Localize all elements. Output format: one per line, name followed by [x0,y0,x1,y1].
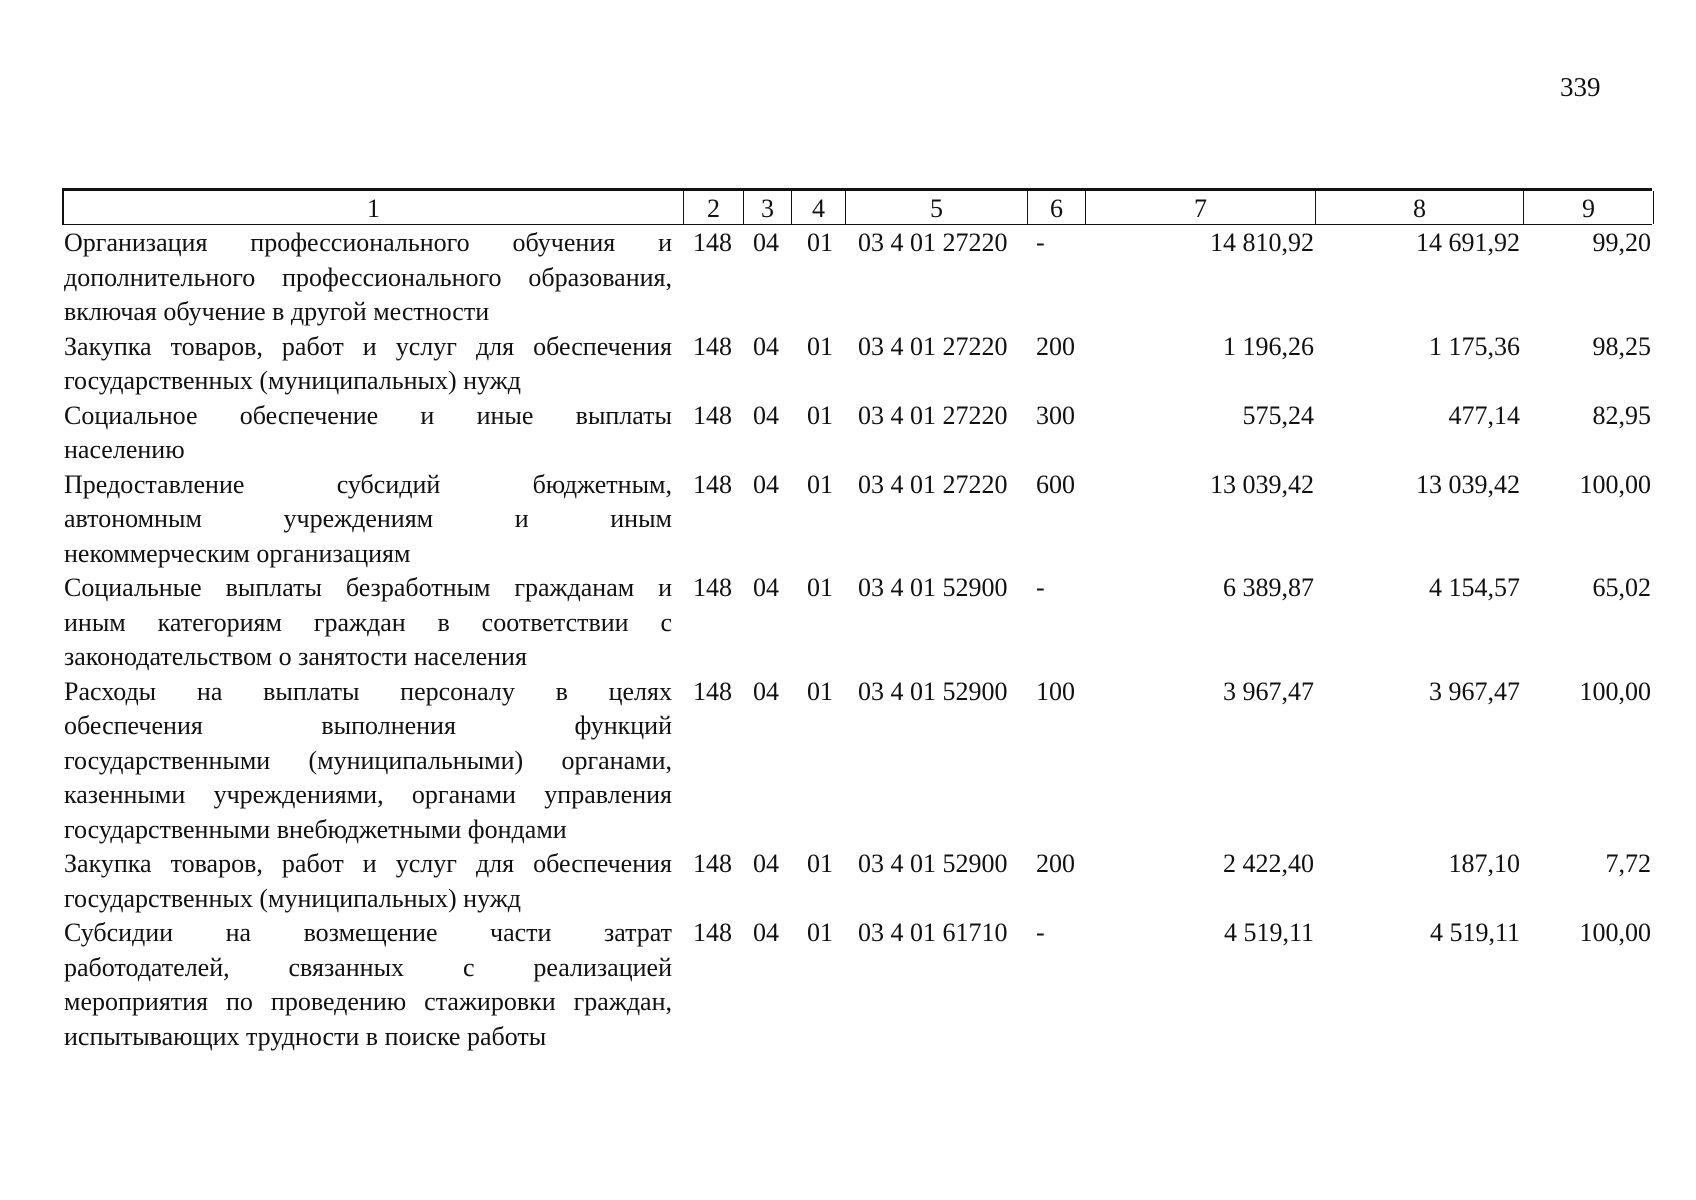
description-line: Субсидии на возмещение части затрат [64,918,672,947]
cell-col-2: 148 [693,918,732,947]
header-col-2: 2 [684,191,744,224]
cell-col-9: 100,00 [1579,676,1651,706]
cell-col-7: 6 389,87 [1223,573,1314,602]
header-col-5: 5 [846,191,1028,224]
cell-col-5: 03 4 01 61710 [858,918,1008,947]
header-col-1: 1 [64,191,684,224]
description-line: некоммерческим организациям [64,538,411,568]
cell-col-5: 03 4 01 27220 [858,400,1008,430]
cell-col-6: 600 [1036,469,1075,499]
cell-col-9: 98,25 [1592,331,1651,361]
description-line: испытывающих трудности в поиске работы [64,1021,547,1051]
cell-col-8: 187,10 [1448,849,1520,878]
cell-col-3: 04 [753,918,779,947]
cell-col-9: 82,95 [1592,400,1651,430]
cell-col-8: 3 967,47 [1429,676,1520,706]
cell-col-6: 300 [1036,400,1075,430]
description-line: обеспечения выполнения функций [64,711,672,740]
cell-col-7: 14 810,92 [1210,228,1314,257]
cell-col-5: 03 4 01 27220 [858,331,1008,361]
cell-col-7: 13 039,42 [1210,469,1314,499]
description-line: дополнительного профессионального образования, [64,262,672,292]
cell-col-5: 03 4 01 52900 [858,849,1008,878]
cell-col-2: 148 [693,676,732,706]
description-line: иным категориям граждан в соответствии с [64,607,672,637]
cell-col-2: 148 [693,849,732,878]
cell-col-9: 99,20 [1592,228,1651,257]
cell-col-2: 148 [693,228,732,257]
cell-col-4: 01 [807,400,833,430]
row-description [64,330,672,399]
cell-col-3: 04 [753,469,779,499]
description-line: Закупка товаров, работ и услуг для обеспечения [64,331,672,361]
cell-col-7: 4 519,11 [1223,918,1314,947]
description-line: государственных (муниципальных) нужд [64,366,521,395]
cell-col-8: 14 691,92 [1416,228,1520,257]
row-description [64,847,672,916]
row-description [64,571,672,675]
cell-col-4: 01 [807,918,833,947]
description-line: законодательством о занятости населения [64,642,527,671]
cell-col-8: 477,14 [1448,400,1520,430]
cell-col-6: 200 [1036,331,1075,361]
cell-col-7: 575,24 [1242,400,1314,430]
header-col-3: 3 [744,191,792,224]
cell-col-3: 04 [753,400,779,430]
cell-col-6: 100 [1036,676,1075,706]
description-line: Закупка товаров, работ и услуг для обеспечения [64,849,672,878]
cell-col-4: 01 [807,573,833,602]
table-header [62,188,1652,225]
description-line: Расходы на выплаты персоналу в целях [64,676,672,706]
cell-col-6: - [1036,573,1045,602]
cell-col-4: 01 [807,469,833,499]
cell-col-7: 1 196,26 [1223,331,1314,361]
header-col-9: 9 [1524,191,1654,224]
cell-col-6: 200 [1036,849,1075,878]
row-description [64,399,672,468]
cell-col-8: 13 039,42 [1416,469,1520,499]
cell-col-7: 2 422,40 [1223,849,1314,878]
header-col-6: 6 [1028,191,1086,224]
cell-col-8: 4 519,11 [1429,918,1520,947]
cell-col-3: 04 [753,331,779,361]
cell-col-8: 1 175,36 [1429,331,1520,361]
cell-col-9: 100,00 [1579,918,1651,947]
cell-col-2: 148 [693,331,732,361]
row-description [64,468,672,572]
cell-col-9: 65,02 [1592,573,1651,602]
cell-col-9: 100,00 [1579,469,1651,499]
description-line: государственными внебюджетными фондами [64,814,567,844]
cell-col-3: 04 [753,849,779,878]
cell-col-5: 03 4 01 52900 [858,676,1008,706]
cell-col-5: 03 4 01 27220 [858,228,1008,257]
header-col-4: 4 [792,191,846,224]
description-line: государственных (муниципальных) нужд [64,883,521,913]
cell-col-8: 4 154,57 [1429,573,1520,602]
description-line: казенными учреждениями, органами управления [64,780,672,809]
description-line: Социальное обеспечение и иные выплаты [64,400,672,430]
description-line: Организация профессионального обучения и [64,228,672,257]
header-col-7: 7 [1086,191,1316,224]
description-line: Предоставление субсидий бюджетным, [64,469,672,499]
description-line: государственными (муниципальными) органами, [64,745,672,775]
cell-col-4: 01 [807,228,833,257]
header-col-8: 8 [1316,191,1524,224]
cell-col-4: 01 [807,676,833,706]
row-description [64,916,672,1054]
cell-col-3: 04 [753,573,779,602]
cell-col-3: 04 [753,228,779,257]
cell-col-6: - [1036,228,1045,257]
cell-col-2: 148 [693,573,732,602]
cell-col-4: 01 [807,849,833,878]
row-description [64,675,672,848]
cell-col-2: 148 [693,400,732,430]
cell-col-4: 01 [807,331,833,361]
cell-col-3: 04 [753,676,779,706]
description-line: населению [64,435,185,464]
cell-col-7: 3 967,47 [1223,676,1314,706]
cell-col-9: 7,72 [1605,849,1651,878]
cell-col-2: 148 [693,469,732,499]
description-line: работодателей, связанных с реализацией [64,952,672,982]
row-description [64,226,672,330]
description-line: Социальные выплаты безработным гражданам и [64,573,672,602]
cell-col-5: 03 4 01 27220 [858,469,1008,499]
description-line: мероприятия по проведению стажировки граждан, [64,987,672,1016]
page-number: 339 [1560,72,1601,102]
description-line: автономным учреждениям и иным [64,504,672,533]
cell-col-6: - [1036,918,1045,947]
cell-col-5: 03 4 01 52900 [858,573,1008,602]
description-line: включая обучение в другой местности [64,297,490,326]
